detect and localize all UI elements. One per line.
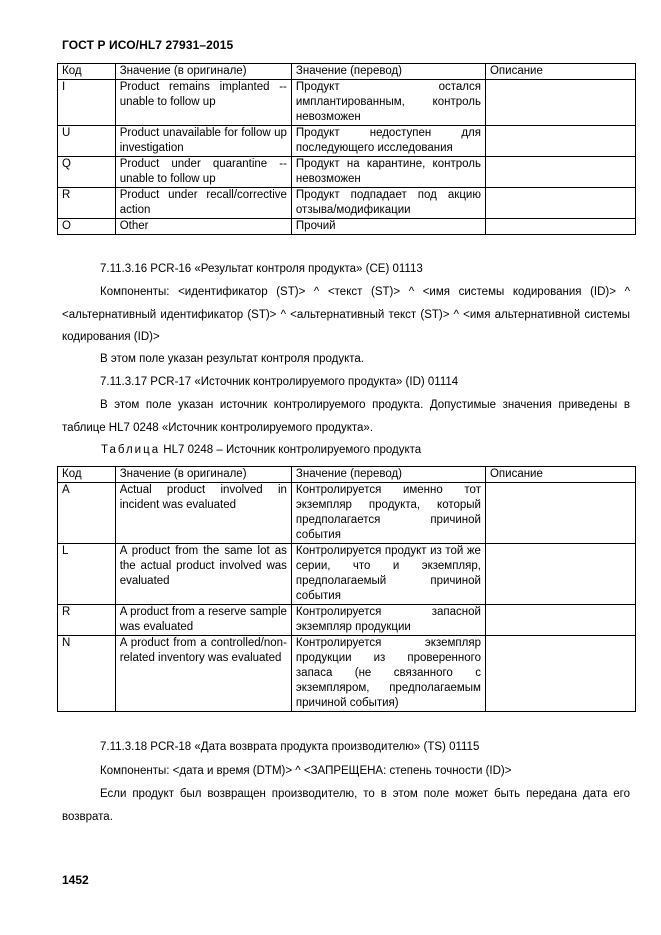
column-header-description: Описание [485, 467, 635, 483]
description-cell [485, 605, 635, 636]
translation-cell: Продукт остался имплантированным, контроль невозможен [291, 80, 485, 126]
code-cell: I [58, 80, 116, 126]
table-row [58, 483, 636, 544]
column-header-original: Значение (в оригинале) [115, 64, 291, 80]
table-row [58, 80, 636, 126]
table-header-row [58, 467, 636, 483]
original-cell: Product under quarantine -- unable to follow up [115, 157, 291, 188]
column-header-translation: Значение (перевод) [291, 467, 485, 483]
table-row [58, 188, 636, 219]
code-cell: Q [58, 157, 116, 188]
table-caption-text: HL7 0248 – Источник контролируемого продукта [163, 444, 422, 456]
translation-cell: Контролируется экземпляр продукции из проверенного запаса (не связанного с экземпляром, предполагаемым причиной события) [291, 636, 485, 712]
description-cell [485, 126, 635, 157]
original-cell: Actual product involved in incident was evaluated [115, 483, 291, 544]
table-caption [101, 444, 421, 456]
section-18-components: Компоненты: <дата и время (DTM)> ^ <ЗАПРЕЩЕНА: степень точности (ID)> [100, 765, 512, 777]
table-header-row [58, 64, 636, 80]
column-header-original: Значение (в оригинале) [115, 467, 291, 483]
code-cell: A [58, 483, 116, 544]
code-cell: O [58, 219, 116, 235]
table-row [58, 157, 636, 188]
original-cell: Product unavailable for follow up investigation [115, 126, 291, 157]
page-number: 1452 [62, 873, 89, 887]
description-cell [485, 636, 635, 712]
translation-cell: Контролируется продукт из той же серии, что и экземпляр, предполагаемый причиной события [291, 544, 485, 605]
description-cell [485, 219, 635, 235]
code-cell: R [58, 188, 116, 219]
original-cell: Product under recall/corrective action [115, 188, 291, 219]
translation-cell: Контролируется именно тот экземпляр продукта, который предполагается причиной события [291, 483, 485, 544]
translation-cell: Прочий [291, 219, 485, 235]
column-header-translation: Значение (перевод) [291, 64, 485, 80]
description-cell [485, 483, 635, 544]
description-cell [485, 157, 635, 188]
description-cell [485, 188, 635, 219]
original-cell: Other [115, 219, 291, 235]
code-cell: U [58, 126, 116, 157]
section-16-description: В этом поле указан результат контроля продукта. [100, 353, 364, 365]
table-row [58, 219, 636, 235]
column-header-code: Код [58, 64, 116, 80]
product-status-table [57, 63, 636, 235]
code-cell: R [58, 605, 116, 636]
translation-cell: Продукт на карантине, контроль невозможен [291, 157, 485, 188]
section-16-heading: 7.11.3.16 PCR-16 «Результат контроля продукта» (CE) 01113 [100, 263, 423, 275]
product-source-table [57, 466, 636, 712]
section-16-components: Компоненты: <идентификатор (ST)> ^ <текст (ST)> ^ <имя системы кодирования (ID)> ^ <альтернативный идентификатор (ST)> ^ <альтернативный текст (ST)> ^ <имя альтернативной системы кодирования (ID)> [62, 286, 630, 343]
translation-cell: Продукт недоступен для последующего исследования [291, 126, 485, 157]
original-cell: A product from a controlled/non-related inventory was evaluated [115, 636, 291, 712]
section-17-heading: 7.11.3.17 PCR-17 «Источник контролируемого продукта» (ID) 01114 [100, 376, 459, 388]
section-18-heading: 7.11.3.18 PCR-18 «Дата возврата продукта производителю» (TS) 01115 [100, 741, 480, 753]
table-caption-label: Таблица [101, 444, 161, 456]
code-cell: L [58, 544, 116, 605]
translation-cell: Продукт подпадает под акцию отзыва/модификации [291, 188, 485, 219]
code-cell: N [58, 636, 116, 712]
table-row [58, 544, 636, 605]
column-header-code: Код [58, 467, 116, 483]
table-row [58, 605, 636, 636]
original-cell: A product from the same lot as the actual product involved was evaluated [115, 544, 291, 605]
table-row [58, 126, 636, 157]
section-17-description: В этом поле указан источник контролируемого продукта. Допустимые значения приведены в таблице HL7 0248 «Источник контролируемого продукта». [62, 399, 630, 434]
section-18-description: Если продукт был возвращен производителю, то в этом поле может быть передана дата его возврата. [62, 788, 630, 823]
column-header-description: Описание [485, 64, 635, 80]
original-cell: Product remains implanted -- unable to follow up [115, 80, 291, 126]
document-title: ГОСТ Р ИСО/HL7 27931–2015 [62, 38, 234, 52]
description-cell [485, 80, 635, 126]
translation-cell: Контролируется запасной экземпляр продукции [291, 605, 485, 636]
description-cell [485, 544, 635, 605]
original-cell: A product from a reserve sample was evaluated [115, 605, 291, 636]
table-row [58, 636, 636, 712]
